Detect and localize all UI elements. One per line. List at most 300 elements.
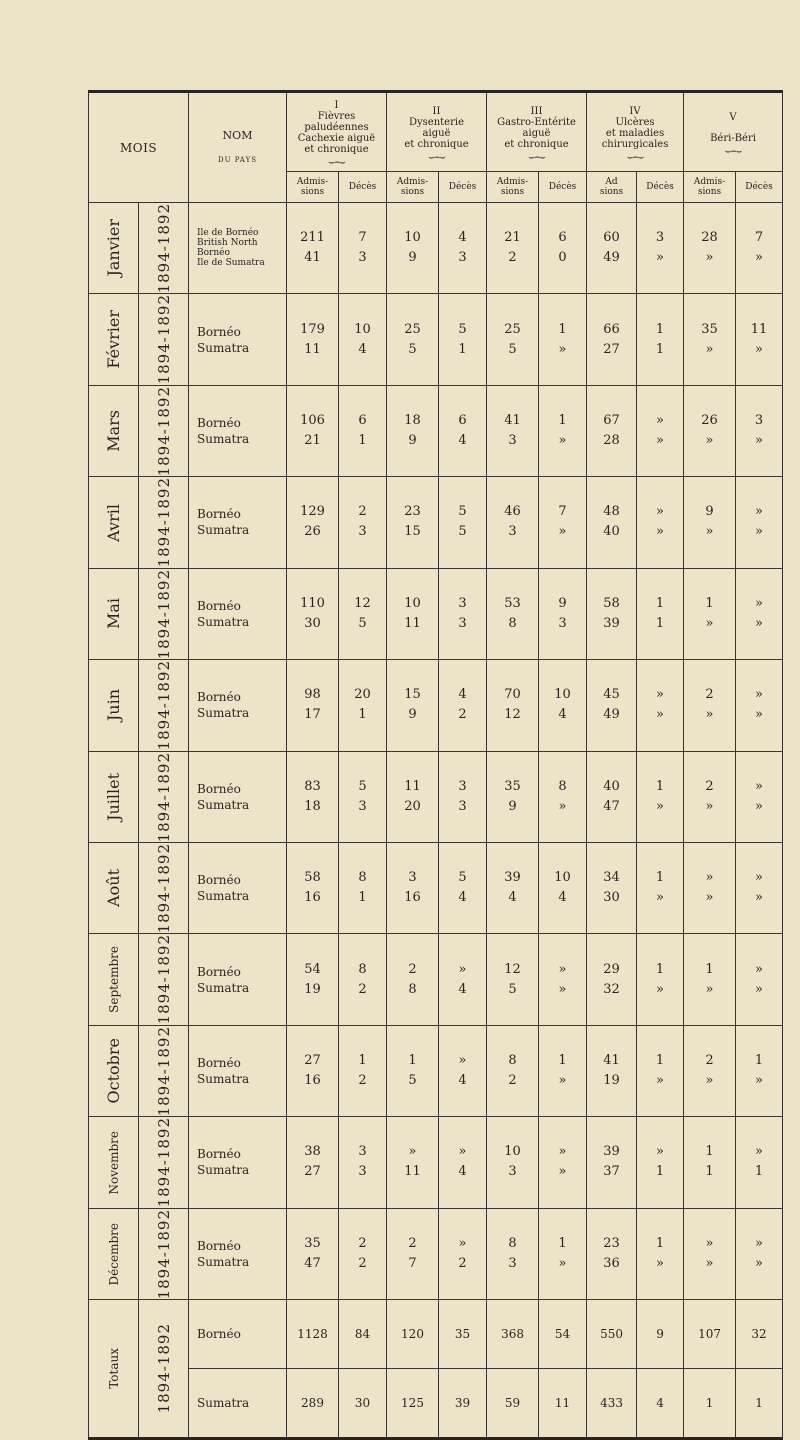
table-row <box>89 842 783 933</box>
value-cell <box>287 568 339 659</box>
borneo-value: 83 <box>304 778 321 794</box>
value-cell <box>637 385 684 476</box>
group-title-line: et maladies <box>605 127 665 139</box>
table-row <box>89 1117 783 1208</box>
value-cell <box>339 1117 387 1208</box>
value-cell <box>339 385 387 476</box>
sumatra-value: 12 <box>504 707 521 723</box>
value-cell <box>539 751 587 842</box>
value-cell <box>637 1025 684 1116</box>
borneo-value: » <box>458 1144 467 1160</box>
value-cell <box>637 842 684 933</box>
group-header-4 <box>587 92 684 172</box>
sumatra-value: 0 <box>558 250 567 266</box>
total-value: 368 <box>487 1300 539 1369</box>
deces-header: Décès <box>439 172 487 203</box>
sumatra-value: 49 <box>603 250 620 266</box>
year-range: 1894-1892 <box>154 294 173 385</box>
value-cell <box>339 203 387 294</box>
month-label: Septembre <box>106 946 121 1013</box>
borneo-value: 179 <box>300 321 325 337</box>
totals-label-cell <box>89 1300 189 1439</box>
value-cell <box>339 1208 387 1299</box>
sumatra-value: 8 <box>408 981 417 997</box>
country-name: Sumatra <box>197 614 250 629</box>
borneo-value: 2 <box>358 504 367 520</box>
sumatra-value: 4 <box>458 981 467 997</box>
sumatra-value: » <box>705 707 714 723</box>
sumatra-value: » <box>656 433 664 449</box>
value-cell <box>387 568 439 659</box>
value-cell <box>539 294 587 385</box>
borneo-value: 23 <box>404 504 421 520</box>
value-cell <box>736 1025 783 1116</box>
borneo-value: 39 <box>603 1144 620 1160</box>
borneo-value: » <box>458 1053 467 1068</box>
borneo-value: 70 <box>504 687 521 703</box>
value-cell <box>736 203 783 294</box>
month-cell <box>89 385 189 476</box>
month-label: Juin <box>104 689 123 722</box>
sumatra-value: 3 <box>458 798 467 814</box>
country-name: Sumatra <box>197 1254 250 1269</box>
year-range: 1894-1892 <box>154 751 173 842</box>
value-cell <box>736 1117 783 1208</box>
total-value: 125 <box>387 1369 439 1439</box>
sumatra-value: 1 <box>655 1164 665 1180</box>
group-title-line: aiguë <box>422 127 451 139</box>
sumatra-value: » <box>656 707 664 723</box>
month-cell <box>89 568 189 659</box>
totals-years: 1894-1892 <box>154 1323 173 1414</box>
borneo-value: » <box>755 595 763 611</box>
sumatra-value: 47 <box>603 798 620 814</box>
borneo-value: 110 <box>300 595 325 611</box>
country-name: Bornéo <box>197 781 241 796</box>
borneo-value: 58 <box>304 870 321 886</box>
sumatra-value: 26 <box>304 524 321 540</box>
sumatra-value: » <box>755 798 763 814</box>
value-cell <box>387 1025 439 1116</box>
group-number: I <box>334 100 339 111</box>
country-name: British North <box>197 238 258 249</box>
value-cell <box>487 751 539 842</box>
borneo-value: 5 <box>458 321 467 337</box>
borneo-value: 12 <box>504 961 521 977</box>
sumatra-value: 5 <box>508 981 517 997</box>
sumatra-value: 4 <box>458 1164 467 1180</box>
borneo-value: 8 <box>508 1053 517 1068</box>
sumatra-value: 3 <box>558 615 567 631</box>
value-cell <box>339 751 387 842</box>
total-value: 32 <box>736 1300 783 1369</box>
sumatra-value: » <box>558 981 567 997</box>
country-name: Sumatra <box>197 1163 250 1178</box>
total-value: 84 <box>339 1300 387 1369</box>
sumatra-value: 3 <box>508 433 517 449</box>
value-cell <box>439 751 487 842</box>
value-cell <box>439 934 487 1025</box>
borneo-value: 7 <box>558 504 567 520</box>
total-value: 433 <box>587 1369 637 1439</box>
group-title-line: paludéennes <box>304 122 369 133</box>
total-value: 550 <box>587 1300 637 1369</box>
sumatra-value: 28 <box>603 433 620 449</box>
borneo-value: » <box>755 1144 763 1160</box>
totals-borneo-name: Bornéo <box>189 1300 287 1369</box>
sumatra-value: » <box>755 615 763 631</box>
value-cell <box>287 1117 339 1208</box>
value-cell <box>339 294 387 385</box>
borneo-value: 21 <box>504 230 521 246</box>
group-title-line: chirurgicales <box>601 138 669 150</box>
value-cell <box>487 568 539 659</box>
sumatra-value: 5 <box>408 1073 417 1088</box>
sumatra-value: » <box>755 250 763 266</box>
sumatra-value: 4 <box>458 1073 467 1088</box>
value-cell <box>587 1025 637 1116</box>
borneo-value: 98 <box>304 687 321 703</box>
value-cell <box>637 568 684 659</box>
value-cell <box>387 1208 439 1299</box>
sumatra-value: » <box>705 1255 714 1271</box>
group-title-line: et chronique <box>404 138 469 150</box>
table-row <box>89 660 783 751</box>
borneo-value: 7 <box>358 230 367 246</box>
borneo-value: 10 <box>504 1144 521 1160</box>
value-cell <box>684 568 736 659</box>
month-cell <box>89 842 189 933</box>
borneo-value: 5 <box>358 778 367 794</box>
value-cell <box>387 660 439 751</box>
year-range: 1894-1892 <box>154 568 173 660</box>
value-cell <box>539 934 587 1025</box>
value-cell <box>736 294 783 385</box>
group-title-line: et chronique <box>504 138 569 150</box>
swash-ornament: ⌣⌢⌣ <box>428 151 445 163</box>
borneo-value: 1 <box>754 1053 764 1068</box>
total-value: 120 <box>387 1300 439 1369</box>
borneo-value: 1 <box>358 1053 367 1068</box>
borneo-value: 10 <box>404 595 421 611</box>
table-row <box>89 568 783 659</box>
borneo-value: 2 <box>358 1235 367 1251</box>
borneo-value: 3 <box>358 1144 367 1160</box>
sumatra-value: 2 <box>508 250 517 266</box>
value-cell <box>736 385 783 476</box>
country-name: Bornéo <box>197 964 241 979</box>
value-cell <box>684 842 736 933</box>
value-cell <box>487 294 539 385</box>
sumatra-value: 2 <box>358 1255 367 1271</box>
country-names <box>189 842 287 933</box>
borneo-value: » <box>408 1144 417 1160</box>
borneo-value: » <box>755 778 763 794</box>
total-value: 1 <box>736 1369 783 1439</box>
value-cell <box>287 294 339 385</box>
value-cell <box>637 203 684 294</box>
value-cell <box>587 660 637 751</box>
table-header <box>89 92 783 203</box>
borneo-value: » <box>558 961 567 977</box>
value-cell <box>684 660 736 751</box>
country-names <box>189 934 287 1025</box>
sumatra-value: 27 <box>304 1164 321 1180</box>
borneo-value: 3 <box>458 595 467 611</box>
total-value: 59 <box>487 1369 539 1439</box>
borneo-value: 58 <box>603 595 620 611</box>
group-title-line: Fièvres <box>317 111 356 122</box>
value-cell <box>587 568 637 659</box>
month-label: Mars <box>104 410 123 452</box>
borneo-value: 34 <box>603 870 620 886</box>
sumatra-value: » <box>558 1164 567 1180</box>
value-cell <box>637 294 684 385</box>
value-cell <box>439 203 487 294</box>
sumatra-value: 19 <box>603 1073 620 1088</box>
swash-ornament: ⌣⌢⌣ <box>328 157 345 168</box>
borneo-value: 1 <box>655 1053 665 1068</box>
month-cell <box>89 1117 189 1208</box>
total-value: 9 <box>637 1300 684 1369</box>
borneo-value: » <box>755 504 763 520</box>
sumatra-value: 30 <box>304 615 321 631</box>
sumatra-value: » <box>705 981 714 997</box>
sumatra-value: » <box>755 433 763 449</box>
value-cell <box>439 385 487 476</box>
sumatra-value: 5 <box>508 341 517 357</box>
borneo-value: 1 <box>558 1235 567 1251</box>
sumatra-value: » <box>558 1073 567 1088</box>
sumatra-value: 3 <box>508 524 517 540</box>
borneo-value: 38 <box>304 1144 321 1160</box>
sumatra-value: » <box>558 1255 567 1271</box>
value-cell <box>439 294 487 385</box>
sumatra-value: » <box>558 524 567 540</box>
value-cell <box>439 1117 487 1208</box>
country-names <box>189 568 287 659</box>
totals-sumatra-name: Sumatra <box>189 1369 287 1439</box>
value-cell <box>684 203 736 294</box>
borneo-value: 2 <box>705 1053 714 1068</box>
sumatra-value: » <box>656 1073 664 1088</box>
value-cell <box>487 203 539 294</box>
admissions-header: Ad sions <box>587 172 637 203</box>
sumatra-value: 5 <box>458 524 467 540</box>
total-value: 1128 <box>287 1300 339 1369</box>
sumatra-value: 3 <box>358 524 367 540</box>
sumatra-value: » <box>755 981 763 997</box>
group-header-1 <box>287 92 387 172</box>
deces-header: Décès <box>637 172 684 203</box>
value-cell <box>637 751 684 842</box>
borneo-value: 3 <box>655 230 665 246</box>
sumatra-value: 7 <box>408 1255 417 1271</box>
month-cell <box>89 1208 189 1299</box>
sumatra-value: 9 <box>408 250 417 266</box>
borneo-value: 9 <box>558 595 567 611</box>
borneo-value: 106 <box>300 413 325 429</box>
value-cell <box>587 934 637 1025</box>
sumatra-value: » <box>705 798 714 814</box>
value-cell <box>339 934 387 1025</box>
value-cell <box>736 842 783 933</box>
month-label: Février <box>104 310 123 369</box>
borneo-value: » <box>755 687 763 703</box>
sumatra-value: » <box>656 250 664 266</box>
value-cell <box>684 1117 736 1208</box>
sumatra-value: 5 <box>358 615 367 631</box>
year-range: 1894-1892 <box>154 477 173 568</box>
value-cell <box>637 1208 684 1299</box>
sumatra-value: 18 <box>304 798 321 814</box>
country-name: Bornéo <box>197 1147 241 1162</box>
borneo-value: 25 <box>504 321 521 337</box>
value-cell <box>587 751 637 842</box>
country-name: Sumatra <box>197 340 250 355</box>
table-row <box>89 1025 783 1116</box>
borneo-value: 7 <box>754 230 764 246</box>
borneo-value: 10 <box>354 321 371 337</box>
value-cell <box>539 477 587 568</box>
group-title-line: aiguë <box>522 127 551 139</box>
sumatra-value: 2 <box>358 981 367 997</box>
value-cell <box>487 842 539 933</box>
sumatra-value: » <box>705 433 714 449</box>
borneo-value: 10 <box>404 230 421 246</box>
country-names <box>189 1025 287 1116</box>
value-cell <box>684 1208 736 1299</box>
sumatra-value: 4 <box>458 890 467 906</box>
borneo-value: 8 <box>508 1235 517 1251</box>
borneo-value: 12 <box>354 595 371 611</box>
borneo-value: 6 <box>558 230 567 246</box>
borneo-value: 1 <box>655 595 665 611</box>
borneo-value: 3 <box>458 778 467 794</box>
sumatra-value: 1 <box>358 433 367 449</box>
sumatra-value: » <box>705 341 714 357</box>
year-range: 1894-1892 <box>154 660 173 751</box>
sumatra-value: » <box>558 433 567 449</box>
value-cell <box>339 568 387 659</box>
country-name: Bornéo <box>197 690 241 705</box>
sumatra-value: 11 <box>404 1164 421 1180</box>
month-cell <box>89 294 189 385</box>
sumatra-value: 16 <box>304 890 321 906</box>
borneo-value: 67 <box>603 413 620 429</box>
value-cell <box>439 660 487 751</box>
sumatra-value: 39 <box>603 615 620 631</box>
group-header-5 <box>684 92 783 172</box>
sumatra-value: » <box>705 524 714 540</box>
total-value: 4 <box>637 1369 684 1439</box>
month-label: Juillet <box>104 772 123 821</box>
country-name: Bornéo <box>197 324 241 339</box>
borneo-value: 1 <box>655 1235 665 1251</box>
borneo-value: » <box>656 687 664 703</box>
group-title-line: Ulcères <box>615 116 655 128</box>
value-cell <box>684 751 736 842</box>
group-number: II <box>432 105 441 117</box>
borneo-value: » <box>705 870 714 886</box>
statistics-table <box>88 90 783 1440</box>
month-label: Décembre <box>106 1222 121 1286</box>
value-cell <box>637 934 684 1025</box>
borneo-value: 11 <box>404 778 421 794</box>
borneo-value: 8 <box>358 961 367 977</box>
deces-header: Décès <box>539 172 587 203</box>
total-value: 1 <box>684 1369 736 1439</box>
borneo-value: 6 <box>458 413 467 429</box>
value-cell <box>439 1025 487 1116</box>
borneo-value: 26 <box>701 413 718 429</box>
borneo-value: » <box>458 961 467 977</box>
country-name: Bornéo <box>197 1238 241 1253</box>
group-title-line: Gastro-Entérite <box>497 116 576 128</box>
value-cell <box>587 203 637 294</box>
value-cell <box>539 1208 587 1299</box>
table-row <box>89 751 783 842</box>
sumatra-value: 3 <box>458 615 467 631</box>
country-names <box>189 477 287 568</box>
borneo-value: 1 <box>558 413 567 429</box>
borneo-value: 2 <box>408 961 417 977</box>
admissions-header: Admis- sions <box>487 172 539 203</box>
sumatra-value: » <box>656 1255 664 1271</box>
value-cell <box>487 660 539 751</box>
borneo-value: » <box>755 870 763 886</box>
sumatra-value: 4 <box>508 890 517 906</box>
borneo-value: » <box>705 1235 714 1251</box>
value-cell <box>387 203 439 294</box>
value-cell <box>637 1117 684 1208</box>
month-label: Janvier <box>104 219 123 277</box>
country-name: Bornéo <box>197 598 241 613</box>
sumatra-value: » <box>705 615 714 631</box>
country-name: Ile de Bornéo <box>197 228 259 239</box>
borneo-value: 5 <box>458 870 467 886</box>
table-row <box>89 934 783 1025</box>
borneo-value: 11 <box>750 321 768 337</box>
borneo-value: 4 <box>458 687 467 703</box>
value-cell <box>587 1208 637 1299</box>
country-name: Sumatra <box>197 523 250 538</box>
sumatra-value: » <box>656 524 664 540</box>
value-cell <box>539 385 587 476</box>
sumatra-value: 27 <box>603 341 620 357</box>
borneo-value: 54 <box>304 961 321 977</box>
sumatra-value: 1 <box>655 615 665 631</box>
value-cell <box>287 203 339 294</box>
country-name: Ile de Sumatra <box>197 258 265 269</box>
admissions-header: Admis- sions <box>287 172 339 203</box>
value-cell <box>587 842 637 933</box>
value-cell <box>387 294 439 385</box>
admissions-header: Admis- sions <box>684 172 736 203</box>
sumatra-value: » <box>705 250 714 266</box>
value-cell <box>539 1117 587 1208</box>
borneo-value: 18 <box>404 413 421 429</box>
borneo-value: 1 <box>705 961 714 977</box>
value-cell <box>287 1025 339 1116</box>
sumatra-value: 4 <box>458 433 467 449</box>
value-cell <box>587 294 637 385</box>
group-title-line: Béri-Béri <box>710 132 756 144</box>
value-cell <box>439 1208 487 1299</box>
total-value: 54 <box>539 1300 587 1369</box>
borneo-value: 53 <box>504 595 521 611</box>
value-cell <box>439 568 487 659</box>
